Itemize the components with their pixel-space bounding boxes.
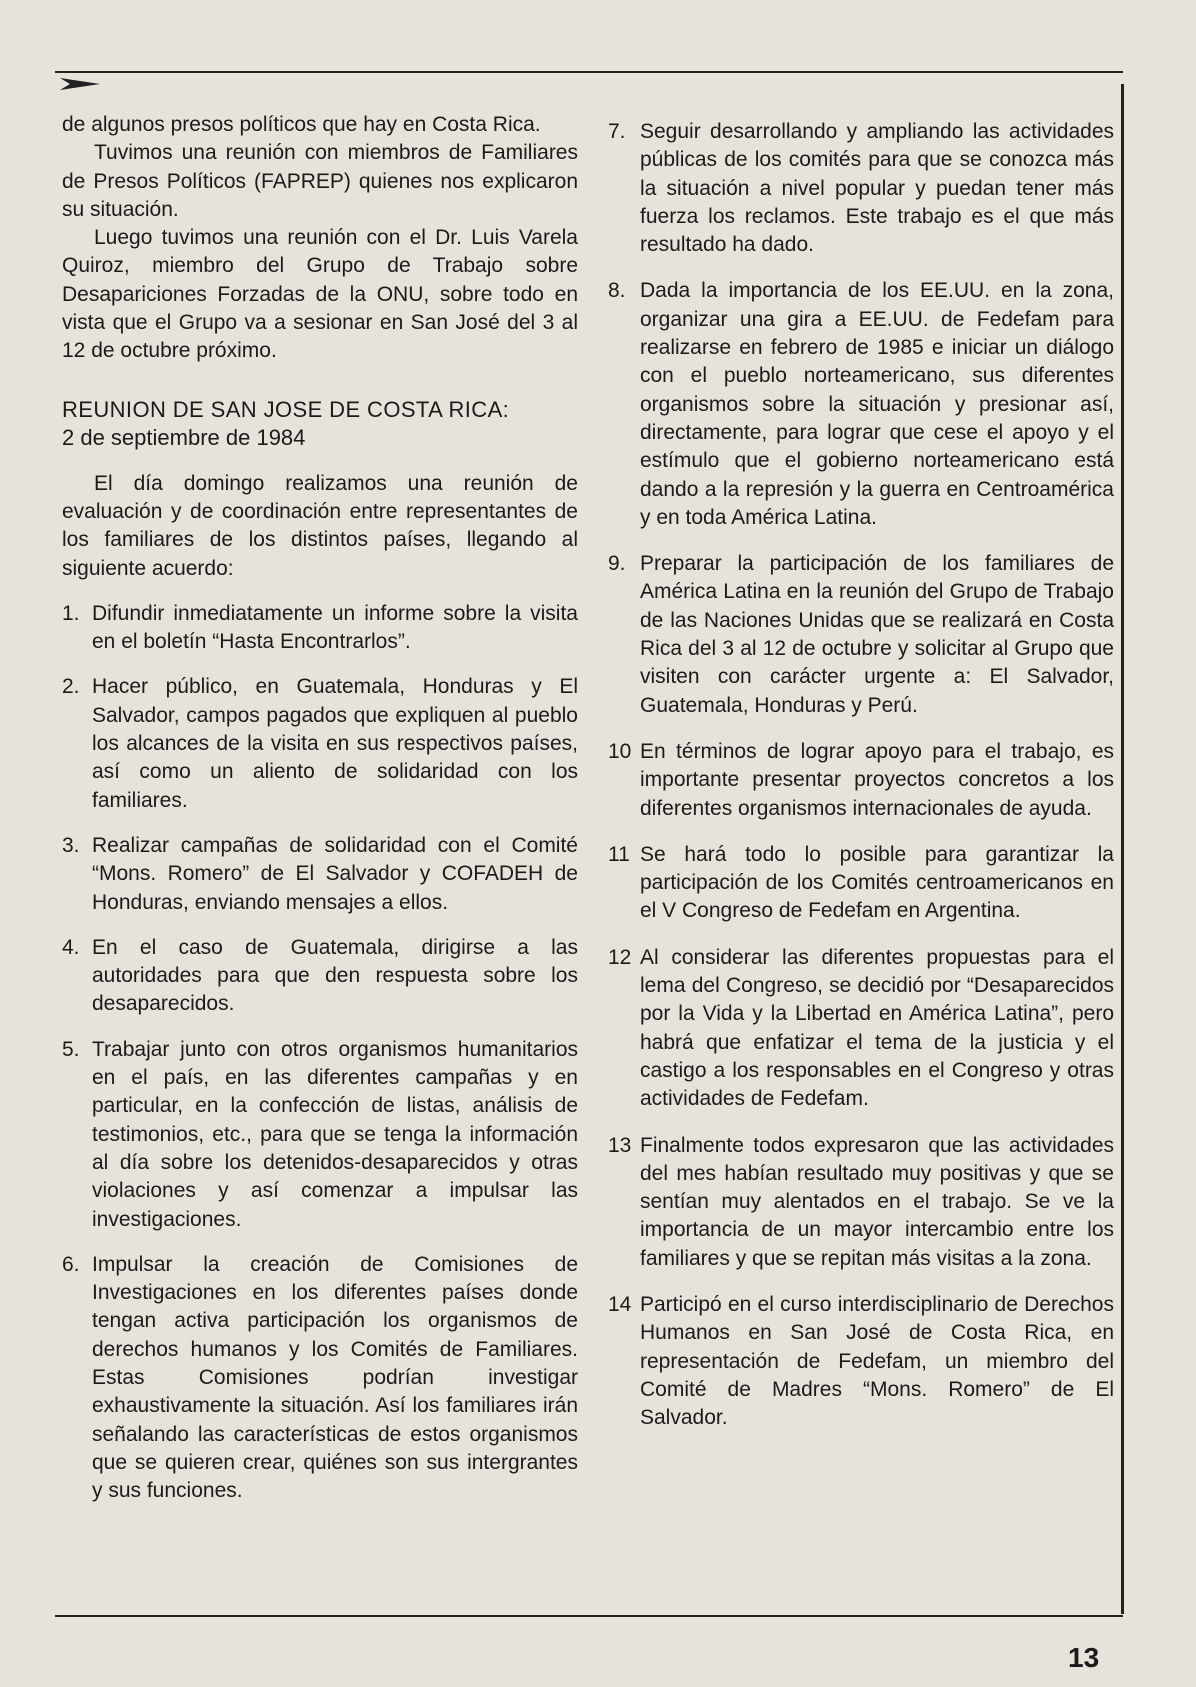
list-item [608, 841, 1114, 926]
section-date: 2 de septiembre de 1984 [62, 424, 306, 450]
item-text: Impulsar la creación de Comisiones de Investigaciones en los diferentes países donde tengan activa participación los organismos de derechos humanos y los Comités de Familiares. Estas Comisiones podrían investigar exhaustivamente la situación. Así los familiares irán señalando las características de estos organismos que se quieren crear, quiénes son sus intergrantes y sus funciones. [92, 1252, 578, 1503]
item-number: 13 [608, 1133, 632, 1157]
item-text: Finalmente todos expresaron que las actividades del mes habían resultado muy positivas y que se sentían muy alentados en el trabajo. Se ve la importancia de un mayor intercambio entre los familiares y que se repitan más visitas a la zona. [640, 1133, 1114, 1270]
list-item [62, 1251, 578, 1506]
list-item [608, 118, 1114, 259]
intro-paragraph-1: de algunos presos políticos que hay en Costa Rica. [62, 113, 541, 136]
list-item [62, 600, 578, 657]
item-number: 14 [608, 1292, 632, 1316]
list-item [608, 944, 1114, 1114]
list-item [62, 1036, 578, 1234]
section-title: REUNION DE SAN JOSE DE COSTA RICA: [62, 396, 510, 422]
item-number: 5. [62, 1037, 80, 1061]
right-rule [1121, 84, 1124, 1614]
item-number: 8. [608, 279, 626, 303]
intro-paragraph-2: Tuvimos una reunión con miembros de Familiares de Presos Políticos (FAPREP) quienes nos explicaron su situación. [62, 141, 578, 221]
item-text: Al considerar las diferentes propuestas para el lema del Congreso, se decidió por “Desaparecidos por la Vida y la Libertad en América Latina”, pero habrá que enfatizar el tema de la justicia y el castigo a los responsables en el Congreso y otras actividades de Fedefam. [640, 945, 1114, 1111]
intro-paragraph-3: Luego tuvimos una reunión con el Dr. Luis Varela Quiroz, miembro del Grupo de Trabajo sobre Desapariciones Forzadas de la ONU, sobre todo en vista que el Grupo va a sesionar en San José del 3 al 12 de octubre próximo. [62, 226, 578, 363]
item-text: Hacer público, en Guatemala, Honduras y El Salvador, campos pagados que expliquen al pueblo los alcances de la visita en sus respectivos países, así como un aliento de solidaridad con los familiares. [92, 675, 578, 812]
list-item [62, 934, 578, 1019]
left-column [62, 111, 578, 1505]
item-text: Dada la importancia de los EE.UU. en la zona, organizar una gira a EE.UU. de Fedefam para realizarse en febrero de 1985 e iniciar un diálogo con el pueblo norteamericano, sus diferentes organismos sobre la situación y presionar así, directamente, para lograr que cese el apoyo y el estímulo que el gobierno norteamericano está dando a la represión y la guerra en Centroamérica y en toda América Latina. [640, 279, 1114, 529]
top-rule [55, 71, 1123, 73]
item-number: 11 [608, 842, 630, 866]
item-text: Se hará todo lo posible para garantizar la participación de los Comités centroamericanos en el V Congreso de Fedefam en Argentina. [640, 842, 1114, 923]
item-number: 9. [608, 552, 626, 576]
list-item [608, 277, 1114, 532]
right-column [608, 118, 1114, 1432]
item-number: 2. [62, 675, 80, 699]
item-text: Participó en el curso interdisciplinario de Derechos Humanos en San José de Costa Rica, en representación de Fedefam, un miembro del Comité de Madres “Mons. Romero” de El Salvador. [640, 1292, 1114, 1430]
item-number: 12 [608, 945, 632, 969]
list-item [62, 673, 578, 814]
agreement-intro: El día domingo realizamos una reunión de evaluación y de coordinación entre representantes de los familiares de los distintos países, llegando al siguiente acuerdo: [62, 471, 578, 580]
item-number: 4. [62, 935, 80, 959]
item-number: 6. [62, 1252, 80, 1276]
item-number: 10 [608, 739, 632, 763]
item-text: Seguir desarrollando y ampliando las actividades públicas de los comités para que se conozca más la situación a nivel popular y puedan tener más fuerza los reclamos. Este trabajo es el que más resultado ha dado. [640, 120, 1114, 257]
bottom-rule [55, 1615, 1123, 1617]
item-text: En términos de lograr apoyo para el trabajo, es importante presentar proyectos concretos a los diferentes organismos internacionales de ayuda. [640, 739, 1114, 820]
item-text: Realizar campañas de solidaridad con el Comité “Mons. Romero” de El Salvador y COFADEH de Honduras, enviando mensajes a ellos. [92, 833, 578, 914]
item-text: Preparar la participación de los familiares de América Latina en la reunión del Grupo de Trabajo de las Naciones Unidas que se realizará en Costa Rica del 3 al 12 de octubre y solicitar al Grupo que visiten con carácter urgente a: El Salvador, Guatemala, Honduras y Perú. [640, 552, 1114, 717]
item-text: En el caso de Guatemala, dirigirse a las autoridades para que den respuesta sobre los desaparecidos. [92, 935, 578, 1016]
item-text: Difundir inmediatamente un informe sobre la visita en el boletín “Hasta Encontrarlos”. [92, 601, 578, 654]
list-item [608, 738, 1114, 823]
list-item [608, 550, 1114, 720]
arrow-icon [60, 77, 100, 91]
section-heading [62, 396, 578, 452]
item-text: Trabajar junto con otros organismos humanitarios en el país, en las diferentes campañas y en particular, en la confección de listas, análisis de testimonios, etc., para que se tenga la información al día sobre los detenidos-desaparecidos y otras violaciones y así comenzar a impulsar las investigaciones. [92, 1037, 578, 1231]
item-number: 3. [62, 833, 80, 857]
page-number: 13 [1068, 1642, 1100, 1673]
list-item [62, 832, 578, 917]
list-item [608, 1291, 1114, 1432]
list-item [608, 1132, 1114, 1273]
item-number: 1. [62, 601, 80, 625]
item-number: 7. [608, 120, 626, 143]
